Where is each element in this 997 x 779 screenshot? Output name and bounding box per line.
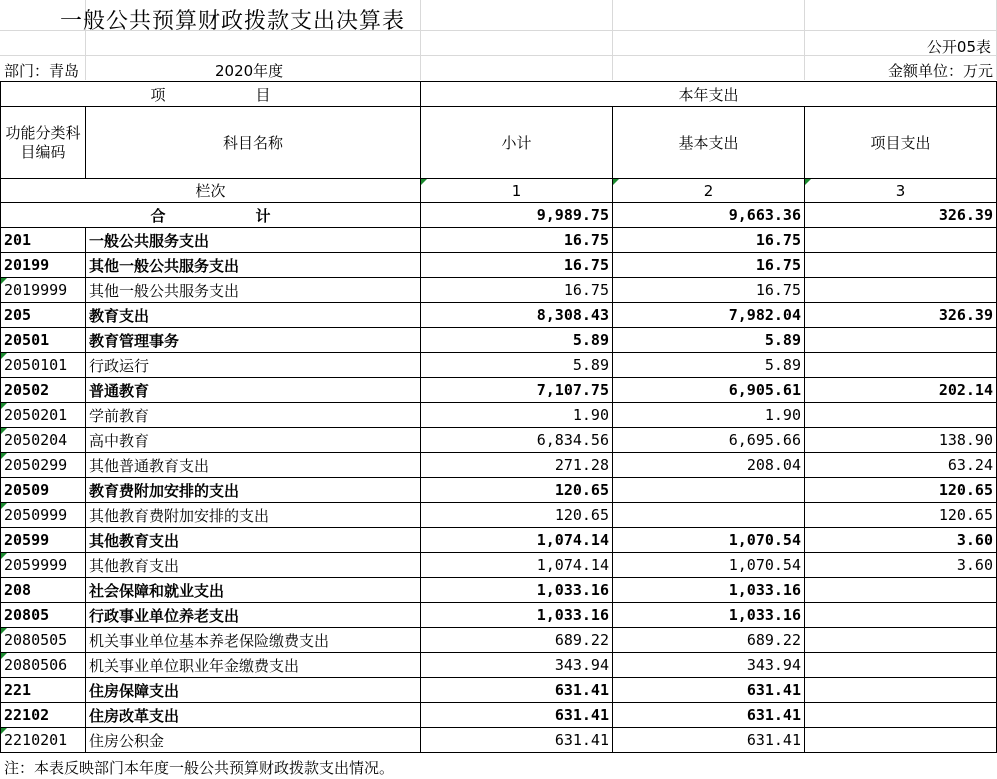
row-code[interactable]: 221 — [1, 678, 86, 703]
row-project[interactable] — [805, 278, 997, 303]
row-name[interactable]: 住房保障支出 — [86, 678, 421, 703]
row-project[interactable] — [805, 403, 997, 428]
table-row — [1, 253, 997, 278]
table-row — [1, 403, 997, 428]
row-name[interactable]: 机关事业单位职业年金缴费支出 — [86, 653, 421, 678]
table-row — [1, 378, 997, 403]
row-project[interactable]: 120.65 — [805, 503, 997, 528]
row-name[interactable]: 其他普通教育支出 — [86, 453, 421, 478]
row-code[interactable]: 2059999 — [1, 553, 86, 578]
grid-line — [0, 55, 997, 56]
row-name[interactable]: 住房公积金 — [86, 728, 421, 753]
table-row — [1, 528, 997, 553]
row-code[interactable]: 2019999 — [1, 278, 86, 303]
header-project[interactable]: 项 目 — [1, 82, 421, 107]
row-code[interactable]: 208 — [1, 578, 86, 603]
row-subtotal[interactable]: 6,834.56 — [421, 428, 613, 453]
row-subtotal[interactable]: 120.65 — [421, 478, 613, 503]
row-project[interactable] — [805, 353, 997, 378]
row-project[interactable] — [805, 328, 997, 353]
unit-label: 金额单位：万元 — [887, 62, 993, 80]
row-name[interactable]: 教育费附加安排的支出 — [86, 478, 421, 503]
row-project[interactable]: 3.60 — [805, 528, 997, 553]
total-subtotal[interactable]: 9,989.75 — [421, 203, 613, 228]
row-name[interactable]: 住房改革支出 — [86, 703, 421, 728]
table-row — [1, 703, 997, 728]
row-project[interactable]: 138.90 — [805, 428, 997, 453]
row-name[interactable]: 机关事业单位基本养老保险缴费支出 — [86, 628, 421, 653]
expenditure-table — [0, 81, 997, 753]
table-row — [1, 453, 997, 478]
row-project[interactable] — [805, 728, 997, 753]
table-row — [1, 228, 997, 253]
row-subtotal[interactable]: 120.65 — [421, 503, 613, 528]
column-index-1[interactable]: 1 — [421, 179, 613, 203]
row-name[interactable]: 社会保障和就业支出 — [86, 578, 421, 603]
row-basic[interactable]: 1,033.16 — [613, 578, 805, 603]
row-name[interactable]: 其他教育费附加安排的支出 — [86, 503, 421, 528]
row-project[interactable]: 202.14 — [805, 378, 997, 403]
row-subtotal[interactable]: 1,074.14 — [421, 528, 613, 553]
row-subtotal[interactable]: 271.28 — [421, 453, 613, 478]
row-basic[interactable]: 689.22 — [613, 628, 805, 653]
row-name[interactable]: 行政运行 — [86, 353, 421, 378]
row-project[interactable] — [805, 678, 997, 703]
row-project[interactable] — [805, 653, 997, 678]
row-name[interactable]: 其他教育支出 — [86, 528, 421, 553]
row-name[interactable]: 一般公共服务支出 — [86, 228, 421, 253]
row-basic[interactable]: 7,982.04 — [613, 303, 805, 328]
row-name[interactable]: 教育支出 — [86, 303, 421, 328]
table-row — [1, 428, 997, 453]
row-code[interactable]: 2080506 — [1, 653, 86, 678]
column-index-3[interactable]: 3 — [805, 179, 997, 203]
department-label: 部门：青岛 — [4, 62, 80, 80]
table-row — [1, 503, 997, 528]
row-name[interactable]: 其他教育支出 — [86, 553, 421, 578]
row-subtotal[interactable]: 631.41 — [421, 728, 613, 753]
row-project[interactable] — [805, 578, 997, 603]
header-code[interactable]: 功能分类科目编码 — [1, 107, 86, 179]
row-project[interactable]: 120.65 — [805, 478, 997, 503]
row-project[interactable] — [805, 628, 997, 653]
total-project[interactable]: 326.39 — [805, 203, 997, 228]
footnote: 注：本表反映部门本年度一般公共预算财政拨款支出情况。 — [4, 759, 395, 777]
row-basic[interactable]: 16.75 — [613, 278, 805, 303]
row-basic[interactable]: 631.41 — [613, 678, 805, 703]
row-project[interactable]: 326.39 — [805, 303, 997, 328]
row-project[interactable]: 3.60 — [805, 553, 997, 578]
row-subtotal[interactable]: 343.94 — [421, 653, 613, 678]
row-basic[interactable] — [613, 503, 805, 528]
grid-line — [804, 0, 805, 80]
row-basic[interactable]: 1,033.16 — [613, 603, 805, 628]
row-subtotal[interactable]: 631.41 — [421, 678, 613, 703]
table-row — [1, 553, 997, 578]
row-subtotal[interactable]: 7,107.75 — [421, 378, 613, 403]
row-name[interactable]: 其他一般公共服务支出 — [86, 278, 421, 303]
row-code[interactable]: 2050101 — [1, 353, 86, 378]
header-column-index[interactable]: 栏次 — [1, 179, 421, 203]
row-subtotal[interactable]: 689.22 — [421, 628, 613, 653]
row-name[interactable]: 行政事业单位养老支出 — [86, 603, 421, 628]
row-name[interactable]: 教育管理事务 — [86, 328, 421, 353]
row-basic[interactable]: 1.90 — [613, 403, 805, 428]
table-row — [1, 278, 997, 303]
row-code[interactable]: 20199 — [1, 253, 86, 278]
row-basic[interactable]: 16.75 — [613, 253, 805, 278]
row-subtotal[interactable]: 1,033.16 — [421, 603, 613, 628]
row-subtotal[interactable]: 5.89 — [421, 353, 613, 378]
table-row — [1, 628, 997, 653]
row-basic[interactable]: 5.89 — [613, 328, 805, 353]
row-basic[interactable]: 208.04 — [613, 453, 805, 478]
year-label: 2020年度 — [215, 62, 284, 80]
row-code[interactable]: 22102 — [1, 703, 86, 728]
table-row — [1, 328, 997, 353]
row-code[interactable]: 205 — [1, 303, 86, 328]
row-basic[interactable]: 1,070.54 — [613, 528, 805, 553]
grid-line — [420, 0, 421, 80]
row-project[interactable]: 63.24 — [805, 453, 997, 478]
row-project[interactable] — [805, 703, 997, 728]
row-project[interactable] — [805, 603, 997, 628]
row-name[interactable]: 普通教育 — [86, 378, 421, 403]
row-project[interactable] — [805, 228, 997, 253]
row-subtotal[interactable]: 631.41 — [421, 703, 613, 728]
row-subtotal[interactable]: 5.89 — [421, 328, 613, 353]
page-title: 一般公共预算财政拨款支出决算表 — [60, 9, 406, 34]
table-row — [1, 678, 997, 703]
row-basic[interactable]: 631.41 — [613, 728, 805, 753]
header-this-year[interactable]: 本年支出 — [421, 82, 997, 107]
header-name[interactable]: 科目名称 — [86, 107, 421, 179]
row-name[interactable]: 学前教育 — [86, 403, 421, 428]
row-basic[interactable]: 5.89 — [613, 353, 805, 378]
row-code[interactable]: 2050201 — [1, 403, 86, 428]
row-subtotal[interactable]: 1.90 — [421, 403, 613, 428]
row-basic[interactable]: 16.75 — [613, 228, 805, 253]
row-subtotal[interactable]: 16.75 — [421, 278, 613, 303]
row-project[interactable] — [805, 253, 997, 278]
row-code[interactable]: 20501 — [1, 328, 86, 353]
table-row — [1, 603, 997, 628]
table-row — [1, 353, 997, 378]
row-basic[interactable]: 1,070.54 — [613, 553, 805, 578]
row-basic[interactable]: 6,695.66 — [613, 428, 805, 453]
table-row — [1, 578, 997, 603]
row-basic[interactable] — [613, 478, 805, 503]
row-basic[interactable]: 631.41 — [613, 703, 805, 728]
row-basic[interactable]: 6,905.61 — [613, 378, 805, 403]
table-number: 公开05表 — [926, 38, 991, 56]
total-basic[interactable]: 9,663.36 — [613, 203, 805, 228]
total-row — [1, 203, 997, 228]
header-subtotal[interactable]: 小计 — [421, 107, 613, 179]
table-row — [1, 303, 997, 328]
row-code[interactable]: 2050204 — [1, 428, 86, 453]
row-name[interactable]: 其他一般公共服务支出 — [86, 253, 421, 278]
header-basic[interactable]: 基本支出 — [613, 107, 805, 179]
row-subtotal[interactable]: 16.75 — [421, 253, 613, 278]
table-row — [1, 478, 997, 503]
row-code[interactable]: 2080505 — [1, 628, 86, 653]
table-row — [1, 728, 997, 753]
row-code[interactable]: 20509 — [1, 478, 86, 503]
row-code[interactable]: 2050299 — [1, 453, 86, 478]
row-subtotal[interactable]: 8,308.43 — [421, 303, 613, 328]
row-code[interactable]: 2210201 — [1, 728, 86, 753]
table-row — [1, 653, 997, 678]
grid-line — [612, 0, 613, 80]
row-code[interactable]: 201 — [1, 228, 86, 253]
row-code[interactable]: 2050999 — [1, 503, 86, 528]
row-subtotal[interactable]: 16.75 — [421, 228, 613, 253]
column-index-2[interactable]: 2 — [613, 179, 805, 203]
row-subtotal[interactable]: 1,074.14 — [421, 553, 613, 578]
total-label[interactable]: 合 计 — [1, 203, 421, 228]
row-subtotal[interactable]: 1,033.16 — [421, 578, 613, 603]
row-basic[interactable]: 343.94 — [613, 653, 805, 678]
row-name[interactable]: 高中教育 — [86, 428, 421, 453]
row-code[interactable]: 20805 — [1, 603, 86, 628]
row-code[interactable]: 20502 — [1, 378, 86, 403]
row-code[interactable]: 20599 — [1, 528, 86, 553]
header-project-expense[interactable]: 项目支出 — [805, 107, 997, 179]
